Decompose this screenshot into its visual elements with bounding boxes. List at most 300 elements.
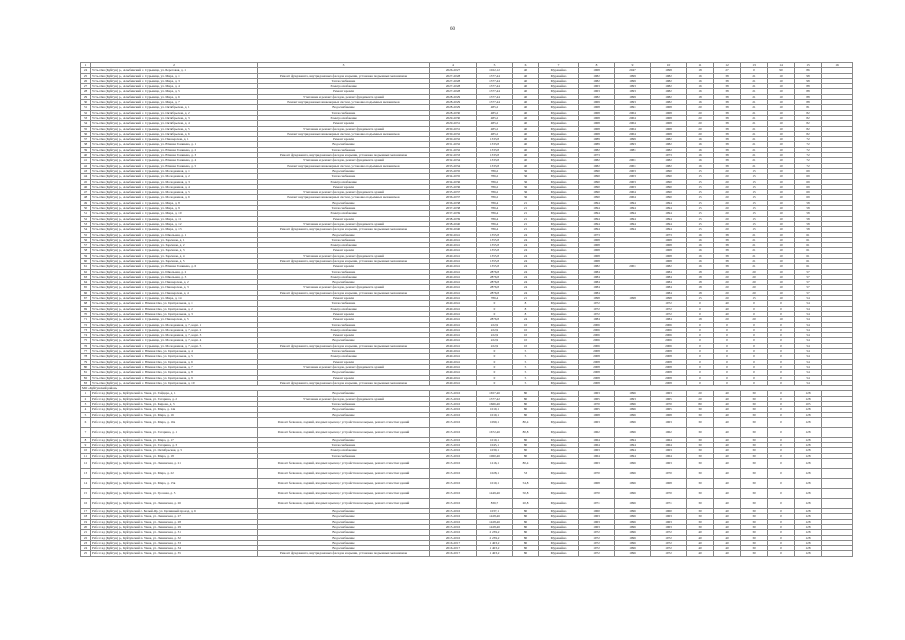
period-cell: 2031-2032 xyxy=(430,142,477,147)
value-cell: 38 xyxy=(714,163,741,168)
year-built-cell: 2006 xyxy=(579,338,615,343)
year-cell: 1994 xyxy=(651,211,687,216)
year-built-cell: 1994 xyxy=(579,216,615,221)
year-cell: 1963 xyxy=(651,448,687,453)
year-built-cell: 2006 xyxy=(579,343,615,348)
value-cell: 0 xyxy=(741,311,768,316)
value-cell: 30 xyxy=(741,479,768,489)
total-cell: 88 xyxy=(795,84,822,89)
year-cell: 1970 xyxy=(651,469,687,479)
total-cell: 72 xyxy=(795,153,822,158)
value-cell: 20 xyxy=(741,285,768,290)
row-number: 12 xyxy=(81,459,91,469)
value-cell: 15 xyxy=(687,179,714,184)
work-type-cell: Водоснабжение xyxy=(258,232,430,237)
value-cell: 10 xyxy=(768,158,795,163)
cost-cell: 836,7 xyxy=(477,499,513,509)
cost-cell: 1333,8 xyxy=(477,163,513,168)
year-cell: 1990 xyxy=(651,195,687,200)
row-number: 29 xyxy=(81,94,91,99)
row-number: 48 xyxy=(81,195,91,200)
empty-cell xyxy=(822,479,853,489)
value-cell: 21 xyxy=(741,100,768,105)
percent-cell: 36 xyxy=(513,190,539,195)
row-number: 4 xyxy=(81,407,91,412)
cost-cell: 485,2 xyxy=(477,110,513,115)
address-cell: Усть-Ока (Куйтун) р., Алыбинский с. Сурьмица, ул. Заречная, д. 5 xyxy=(91,258,258,263)
value-cell: 30 xyxy=(687,417,714,427)
year-repair-cell: 1993 xyxy=(615,100,651,105)
total-cell: 57 xyxy=(795,274,822,279)
work-type-cell: Ремонт кровли xyxy=(258,137,430,142)
address-cell: Рабс-Сад (Куйтун) р., Куйтунский п. Уваж, ул. Мира, д. 16а xyxy=(91,417,258,427)
value-cell: 38 xyxy=(714,142,741,147)
period-cell: 2040-2041 xyxy=(430,349,477,354)
value-cell: 16 xyxy=(687,258,714,263)
address-cell: Рабс-Сад (Куйтун) р., Куйтунский п. Уваж, ул. Ленинская, д. 29 xyxy=(91,524,258,529)
period-cell: 2015-2016 xyxy=(430,427,477,437)
total-cell: 82 xyxy=(795,110,822,115)
cost-cell: 1428,46 xyxy=(477,514,513,519)
address-cell: Усть-Ока (Куйтун) р., Алыбинский с. Сурьмица, ул. Береговая, д. 1 xyxy=(91,68,258,73)
material-cell: Муравейно xyxy=(539,349,579,354)
percent-cell: 54,8 xyxy=(513,479,539,489)
section-heading: МО «Куйтунский район» xyxy=(81,386,853,391)
value-cell: 40 xyxy=(687,530,714,535)
value-cell: 15 xyxy=(687,190,714,195)
total-cell: 72 xyxy=(795,163,822,168)
total-cell: 57 xyxy=(795,290,822,295)
value-cell: 40 xyxy=(714,546,741,551)
row-number: 10 xyxy=(81,448,91,453)
material-cell: Муравейно xyxy=(539,147,579,152)
value-cell: 40 xyxy=(714,459,741,469)
address-cell: Усть-Ока (Куйтун) р., Алыбинский с. Сурьмица, ул. Мира, д. 12 xyxy=(91,221,258,226)
address-cell: Рабс-Сад (Куйтун) р., Куйтунский п. Уваж, ул. Мира, д. 14а xyxy=(91,407,258,412)
year-cell: 1990 xyxy=(651,190,687,195)
value-cell: 0 xyxy=(687,322,714,327)
row-number: 45 xyxy=(81,179,91,184)
period-cell: 2040-2041 xyxy=(430,243,477,248)
year-cell: 1972 xyxy=(651,546,687,551)
cost-cell: 786,2 xyxy=(477,168,513,173)
value-cell: 16 xyxy=(687,100,714,105)
address-cell: Усть-Ока (Куйтун) р., Алыбинский с. Сурьмица, ул. Мира, д. 10 xyxy=(91,211,258,216)
year-cell: 1990 xyxy=(651,179,687,184)
percent-cell: 80,8 xyxy=(513,427,539,437)
work-type-cell: Ремонт кровли xyxy=(258,264,430,269)
year-repair-cell: 1993 xyxy=(615,84,651,89)
year-repair-cell: 2001 xyxy=(615,163,651,168)
work-type-cell: Электроснабжение xyxy=(258,274,430,279)
value-cell: 15 xyxy=(687,195,714,200)
percent-cell: 10 xyxy=(513,343,539,348)
row-number: 22 xyxy=(81,535,91,540)
value-cell: 0 xyxy=(768,311,795,316)
address-cell: Усть-Ока (Куйтун) р., Алыбинский с. Южная Ока, ул. Центральная, д. 7 xyxy=(91,364,258,369)
period-cell: 2016-2017 xyxy=(430,540,477,545)
work-type-cell: Водоснабжение xyxy=(258,407,430,412)
row-number: 77 xyxy=(81,349,91,354)
work-type-cell: Теплоснабжение xyxy=(258,402,430,407)
value-cell: 0 xyxy=(768,540,795,545)
cost-cell: 1666,46 xyxy=(477,402,513,407)
percent-cell: 40 xyxy=(513,131,539,136)
material-cell: Муравейно xyxy=(539,535,579,540)
value-cell: 38 xyxy=(714,115,741,120)
period-cell: 2040-2041 xyxy=(430,322,477,327)
value-cell: 16 xyxy=(687,147,714,152)
material-cell: Муравейно xyxy=(539,206,579,211)
cost-cell: 786,4 xyxy=(477,227,513,232)
percent-cell: 24 xyxy=(513,253,539,258)
year-built-cell: 1968 xyxy=(579,68,615,73)
value-cell: 20 xyxy=(714,274,741,279)
work-type-cell: Ремонт балконов, лоджий, входных крылец с устройством козырька, ремонт отмостки зданий xyxy=(258,469,430,479)
row-number: 32 xyxy=(81,110,91,115)
value-cell: 20 xyxy=(714,211,741,216)
row-number: 25 xyxy=(81,551,91,556)
material-cell: Муравейно xyxy=(539,163,579,168)
year-built-cell: 1968 xyxy=(579,253,615,258)
value-cell: 10 xyxy=(768,253,795,258)
total-cell: 98 xyxy=(795,73,822,78)
period-cell: 2029-2030 xyxy=(430,115,477,120)
value-cell: 10 xyxy=(768,216,795,221)
value-cell: 0 xyxy=(687,306,714,311)
value-cell: 0 xyxy=(714,375,741,380)
column-number: 13 xyxy=(741,63,768,68)
material-cell: Муравейно xyxy=(539,333,579,338)
value-cell: 0 xyxy=(768,391,795,396)
value-cell: 0 xyxy=(768,448,795,453)
year-built-cell: 1972 xyxy=(579,540,615,545)
value-cell: 21 xyxy=(741,147,768,152)
value-cell: 16 xyxy=(687,243,714,248)
material-cell: Муравейно xyxy=(539,380,579,385)
year-cell: 1968 xyxy=(651,479,687,489)
year-cell: 1994 xyxy=(651,216,687,221)
year-built-cell: 1972 xyxy=(579,530,615,535)
material-cell: Муравейно xyxy=(539,285,579,290)
address-cell: Усть-Ока (Куйтун) р., Алыбинский с. Сурьмица, ул. Южная Гонкиева, д. 1 xyxy=(91,142,258,147)
year-built-cell: 1982 xyxy=(579,73,615,78)
year-built-cell: 1968 xyxy=(579,248,615,253)
year-built-cell: 1982 xyxy=(579,264,615,269)
value-cell: 21 xyxy=(741,126,768,131)
row-number: 37 xyxy=(81,137,91,142)
value-cell: 40 xyxy=(714,489,741,499)
material-cell: Муравейно xyxy=(539,78,579,83)
value-cell: 10 xyxy=(768,269,795,274)
percent-cell: 5 xyxy=(513,364,539,369)
work-type-cell: Водоснабжение xyxy=(258,370,430,375)
row-number: 56 xyxy=(81,237,91,242)
value-cell: 30 xyxy=(741,391,768,396)
year-cell: 1982 xyxy=(651,84,687,89)
row-number: 46 xyxy=(81,184,91,189)
material-cell: Муравейно xyxy=(539,200,579,205)
year-cell: 2008 xyxy=(651,375,687,380)
work-type-cell: Утепление и ремонт фасадов, ремонт фундамента зданий xyxy=(258,285,430,290)
address-cell: Рабс-Сад (Куйтун) р., Куйтунский с. Белый-Яр, ул. Целинный проезд, д. 6 xyxy=(91,509,258,514)
material-cell: Муравейно xyxy=(539,269,579,274)
column-number: 8 xyxy=(579,63,615,68)
year-cell: 1964 xyxy=(651,453,687,458)
percent-cell: 8 xyxy=(513,301,539,306)
year-built-cell: 2008 xyxy=(579,375,615,380)
value-cell: 0 xyxy=(714,349,741,354)
value-cell: 10 xyxy=(768,211,795,216)
value-cell: 30 xyxy=(741,453,768,458)
percent-cell: 5 xyxy=(513,375,539,380)
total-cell: 58 xyxy=(795,216,822,221)
work-type-cell: Теплоснабжение xyxy=(258,110,430,115)
value-cell: 10 xyxy=(768,105,795,110)
total-cell: 128 xyxy=(795,391,822,396)
value-cell: 10 xyxy=(768,190,795,195)
value-cell: 0 xyxy=(741,333,768,338)
total-cell: 54 xyxy=(795,322,822,327)
year-repair-cell: 2004 xyxy=(615,110,651,115)
table-row xyxy=(81,417,853,427)
value-cell: 16 xyxy=(687,248,714,253)
cost-cell: 485,2 xyxy=(477,115,513,120)
row-number: 58 xyxy=(81,248,91,253)
percent-cell: 53 xyxy=(513,469,539,479)
value-cell: 15 xyxy=(741,190,768,195)
address-cell: Усть-Ока (Куйтун) р., Алыбинский с. Сурьмица, ул. Молодежная, д. 7, корп. 4 xyxy=(91,338,258,343)
value-cell: 16 xyxy=(687,237,714,242)
address-cell: Усть-Ока (Куйтун) р., Алыбинский с. Южная Ока, ул. Центральная, д. 10 xyxy=(91,380,258,385)
total-cell: 128 xyxy=(795,412,822,417)
value-cell: 21 xyxy=(741,131,768,136)
percent-cell: 80 xyxy=(513,540,539,545)
percent-cell: 80 xyxy=(513,437,539,442)
value-cell: 18 xyxy=(687,290,714,295)
cost-cell: 2876,8 xyxy=(477,269,513,274)
value-cell: 15 xyxy=(687,206,714,211)
year-repair-cell: 1996 xyxy=(615,551,651,556)
total-cell: 128 xyxy=(795,443,822,448)
percent-cell: 36 xyxy=(513,174,539,179)
year-cell: 1973 xyxy=(651,232,687,237)
value-cell: 30 xyxy=(687,427,714,437)
address-cell: Рабс-Сад (Куйтун) р., Куйтунский п. Уваж, ул. Гагарина, д. 2 xyxy=(91,396,258,401)
year-cell: 2006 xyxy=(651,333,687,338)
total-cell: 88 xyxy=(795,94,822,99)
value-cell: 15 xyxy=(687,216,714,221)
value-cell: 0 xyxy=(741,349,768,354)
cost-cell: 1028,1 xyxy=(477,469,513,479)
year-repair-cell: 1999 xyxy=(615,137,651,142)
value-cell: 0 xyxy=(741,327,768,332)
value-cell: 40 xyxy=(714,402,741,407)
row-number: 44 xyxy=(81,174,91,179)
total-cell: 81 xyxy=(795,105,822,110)
work-type-cell: Ремонт кровли xyxy=(258,121,430,126)
total-cell: 69 xyxy=(795,179,822,184)
cost-cell: 485,2 xyxy=(477,131,513,136)
address-cell: Усть-Ока (Куйтун) р., Алыбинский с. Сурьмица, ул. Южная Гонкиева, д. 2 xyxy=(91,147,258,152)
percent-cell: 80 xyxy=(513,530,539,535)
work-type-cell: Ремонт кровли xyxy=(258,317,430,322)
value-cell: 0 xyxy=(768,535,795,540)
period-cell: 2040-2041 xyxy=(430,274,477,279)
year-built-cell: 1970 xyxy=(579,489,615,499)
value-cell: 15 xyxy=(687,227,714,232)
value-cell: 30 xyxy=(741,489,768,499)
year-built-cell: 1970 xyxy=(579,469,615,479)
cost-cell: 1428,46 xyxy=(477,524,513,529)
value-cell: 0 xyxy=(687,338,714,343)
material-cell: Муравейно xyxy=(539,530,579,535)
value-cell: 0 xyxy=(768,407,795,412)
work-type-cell: Ремонт балконов, лоджий, входных крылец с устройством козырька, ремонт отмостки зданий xyxy=(258,489,430,499)
cost-cell: 222,9 xyxy=(477,327,513,332)
address-cell: Рабс-Сад (Куйтун) р., Куйтунский п. Уваж, ул. Кирова, д. 3 xyxy=(91,402,258,407)
value-cell: 0 xyxy=(768,459,795,469)
period-cell: 2040-2041 xyxy=(430,248,477,253)
value-cell: 40 xyxy=(714,514,741,519)
value-cell: 38 xyxy=(714,121,741,126)
total-cell: 58 xyxy=(795,211,822,216)
percent-cell: 80 xyxy=(513,509,539,514)
percent-cell: 80,4 xyxy=(513,459,539,469)
year-built-cell: 1984 xyxy=(579,290,615,295)
percent-cell: 40 xyxy=(513,68,539,73)
material-cell: Муравейно xyxy=(539,237,579,242)
value-cell: 0 xyxy=(687,375,714,380)
address-cell: Усть-Ока (Куйтун) р., Алыбинский с. Сурьмица, ул. Мира, д. 6 xyxy=(91,94,258,99)
total-cell: 105 xyxy=(795,402,822,407)
percent-cell: 80 xyxy=(513,535,539,540)
work-type-cell: Утепление и ремонт фасадов, ремонт фундамента зданий xyxy=(258,364,430,369)
year-built-cell: 1972 xyxy=(579,306,615,311)
year-cell: 1982 xyxy=(651,264,687,269)
total-cell: 128 xyxy=(795,530,822,535)
value-cell: 38 xyxy=(714,243,741,248)
table-row xyxy=(81,479,853,489)
material-cell: Муравейно xyxy=(539,343,579,348)
total-cell: 54 xyxy=(795,296,822,301)
cost-cell: 1355,8 xyxy=(477,264,513,269)
year-built-cell: 1971 xyxy=(579,499,615,509)
column-number: 4 xyxy=(430,63,477,68)
address-cell: Усть-Ока (Куйтун) р., Алыбинский с. Сурьмица, ул. Заречная, д. 4 xyxy=(91,253,258,258)
row-number: 75 xyxy=(81,338,91,343)
year-cell: 1963 xyxy=(651,519,687,524)
row-number: 34 xyxy=(81,121,91,126)
work-type-cell: Водоснабжение xyxy=(258,535,430,540)
value-cell: 90 xyxy=(768,68,795,73)
value-cell: 0 xyxy=(714,338,741,343)
year-built-cell: 1965 xyxy=(579,396,615,401)
total-cell: 54 xyxy=(795,380,822,385)
percent-cell: 5 xyxy=(513,370,539,375)
period-cell: 2016-2017 xyxy=(430,546,477,551)
year-cell: 1960 xyxy=(651,509,687,514)
year-built-cell: 1973 xyxy=(579,153,615,158)
row-number: 38 xyxy=(81,142,91,147)
value-cell: 40 xyxy=(714,417,741,427)
page-number: 60 xyxy=(450,27,455,32)
row-number: 6 xyxy=(81,417,91,427)
year-cell: 1984 xyxy=(651,285,687,290)
percent-cell: 80 xyxy=(513,514,539,519)
material-cell: Муравейно xyxy=(539,448,579,453)
period-cell: 2034-2035 xyxy=(430,174,477,179)
value-cell: 0 xyxy=(741,301,768,306)
row-number: 67 xyxy=(81,296,91,301)
address-cell: Усть-Ока (Куйтун) р., Алыбинский с. Сурьмица, ул. Южная Гонкиева, д. 6 xyxy=(91,264,258,269)
year-cell: 1968 xyxy=(651,258,687,263)
period-cell: 2040-2041 xyxy=(430,258,477,263)
year-repair-cell: 1999 xyxy=(615,94,651,99)
percent-cell: 80 xyxy=(513,407,539,412)
material-cell: Муравейно xyxy=(539,142,579,147)
material-cell: Муравейно xyxy=(539,364,579,369)
value-cell: 16 xyxy=(687,153,714,158)
total-cell: 61 xyxy=(795,264,822,269)
cost-cell: 1019,1 xyxy=(477,412,513,417)
value-cell: 0 xyxy=(768,343,795,348)
value-cell: 38 xyxy=(714,153,741,158)
value-cell: 0 xyxy=(768,427,795,437)
value-cell: 15 xyxy=(687,168,714,173)
row-number: 49 xyxy=(81,200,91,205)
row-number: 60 xyxy=(81,258,91,263)
value-cell: 16 xyxy=(687,264,714,269)
total-cell: 128 xyxy=(795,535,822,540)
period-cell: 2036-2037 xyxy=(430,195,477,200)
value-cell: 30 xyxy=(741,546,768,551)
percent-cell: 40 xyxy=(513,78,539,83)
work-type-cell: Утепление и ремонт фасадов, ремонт фундамента зданий xyxy=(258,158,430,163)
material-cell: Муравейно xyxy=(539,417,579,427)
total-cell: 54 xyxy=(795,338,822,343)
material-cell: Муравейно xyxy=(539,514,579,519)
work-type-cell: Электроснабжение xyxy=(258,354,430,359)
value-cell: 20 xyxy=(741,317,768,322)
percent-cell: 24 xyxy=(513,285,539,290)
value-cell: 0 xyxy=(687,333,714,338)
year-built-cell: 2008 xyxy=(579,349,615,354)
period-cell: 2016-2017 xyxy=(430,551,477,556)
total-cell: 69 xyxy=(795,190,822,195)
address-cell: Усть-Ока (Куйтун) р., Алыбинский с. Сурьмица, ул. Октябрьская, д. 1 xyxy=(91,105,258,110)
total-cell: 128 xyxy=(795,396,822,401)
year-built-cell: 1968 xyxy=(579,110,615,115)
value-cell: 0 xyxy=(687,359,714,364)
address-cell: Усть-Ока (Куйтун) р., Алыбинский с. Сурьмица, ул. Молодежная, д. 2 xyxy=(91,174,258,179)
total-cell: 72 xyxy=(795,147,822,152)
address-cell: Усть-Ока (Куйтун) р., Алыбинский с. Южная Ока, ул. Центральная, д. 4 xyxy=(91,349,258,354)
total-cell: 58 xyxy=(795,227,822,232)
work-type-cell: Утепление и ремонт фасадов, ремонт фундамента зданий xyxy=(258,94,430,99)
work-type-cell: Ремонт кровли xyxy=(258,359,430,364)
work-type-cell: Ремонт кровли xyxy=(258,375,430,380)
work-type-cell: Ремонт внутридомовых инженерных систем, установка подъемных механизмов xyxy=(258,100,430,105)
value-cell: 10 xyxy=(768,258,795,263)
row-number: 16 xyxy=(81,499,91,509)
value-cell: 30 xyxy=(741,427,768,437)
row-number: 64 xyxy=(81,280,91,285)
period-cell: 2040-2041 xyxy=(430,380,477,385)
work-type-cell: Теплоснабжение xyxy=(258,147,430,152)
year-cell: 1982 xyxy=(651,163,687,168)
work-type-cell: Водоснабжение xyxy=(258,338,430,343)
